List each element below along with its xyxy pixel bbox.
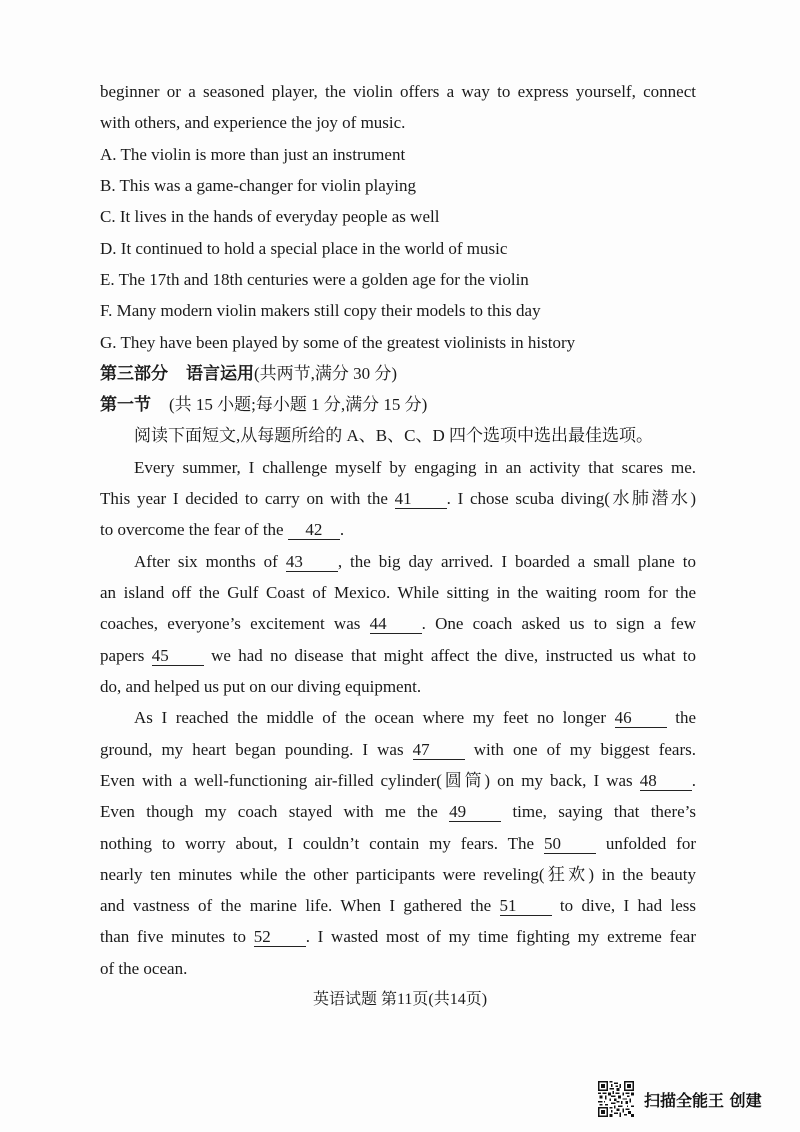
section-heading-label: 第一节 bbox=[100, 395, 151, 415]
text-segment: and vastness of the marine life. When I gathered the bbox=[100, 896, 500, 916]
scanner-watermark bbox=[598, 1081, 762, 1117]
text-segment: , the big day arrived. I boarded a small plane to bbox=[337, 551, 696, 571]
text-segment: the bbox=[666, 708, 696, 728]
part-heading-note: (共两节,满分 30 分) bbox=[254, 363, 398, 383]
cloze-line bbox=[100, 608, 696, 639]
cloze-line bbox=[100, 702, 696, 733]
page-footer: 英语试题 第11页(共14页) bbox=[312, 991, 488, 1008]
blank-50: 50 bbox=[544, 834, 596, 854]
text-segment: . I chose scuba diving(水肺潜水) bbox=[446, 489, 696, 509]
part-heading bbox=[100, 358, 696, 389]
blank-42: 42 bbox=[288, 520, 340, 540]
blank-51: 51 bbox=[500, 896, 552, 916]
text-segment: After six months of bbox=[134, 551, 286, 571]
text-segment: an island off the Gulf Coast of Mexico. While sitting in the waiting room for the bbox=[100, 583, 696, 602]
page-content bbox=[100, 76, 696, 984]
cloze-line bbox=[100, 796, 696, 827]
text-segment: of the ocean. bbox=[100, 958, 188, 978]
cloze-line bbox=[100, 640, 696, 671]
cloze-line bbox=[100, 765, 696, 796]
text-segment: papers bbox=[100, 645, 152, 665]
instructions: 阅读下面短文,从每题所给的 A、B、C、D 四个选项中选出最佳选项。 bbox=[134, 426, 653, 446]
part-heading-label: 第三部分 bbox=[100, 363, 168, 383]
cloze-line bbox=[100, 890, 696, 921]
text-segment: with one of my biggest fears. bbox=[464, 739, 696, 759]
text-segment: . bbox=[691, 770, 696, 790]
blank-41: 41 bbox=[395, 489, 447, 509]
text-segment: This year I decided to carry on with the bbox=[100, 489, 395, 509]
cloze-line bbox=[100, 828, 696, 859]
cloze-line bbox=[100, 953, 696, 984]
section-heading bbox=[100, 389, 696, 420]
text-segment: . bbox=[339, 520, 345, 540]
qr-code-icon bbox=[598, 1081, 634, 1117]
option-e: E. The 17th and 18th centuries were a golden age for the violin bbox=[100, 269, 529, 289]
option-b: B. This was a game-changer for violin playing bbox=[100, 175, 416, 195]
option-d: D. It continued to hold a special place in the world of music bbox=[100, 238, 508, 258]
blank-47: 47 bbox=[413, 740, 465, 760]
text-segment: than five minutes to bbox=[100, 927, 254, 947]
text-segment: unfolded for bbox=[595, 833, 696, 853]
cloze-line bbox=[100, 671, 696, 702]
text-segment: nearly ten minutes while the other participants were reveling(狂欢) in the beauty bbox=[100, 864, 696, 884]
cloze-line bbox=[100, 921, 696, 952]
text-segment: Even though my coach stayed with me the bbox=[100, 802, 450, 822]
text-segment: . I wasted most of my time fighting my extreme fear bbox=[305, 927, 696, 947]
text-segment: Every summer, I challenge myself by engaging in an activity that scares me. bbox=[134, 457, 696, 477]
passage-line bbox=[100, 76, 696, 107]
blank-45: 45 bbox=[152, 646, 204, 666]
cloze-line bbox=[100, 577, 696, 608]
option-g: G. They have been played by some of the greatest violinists in history bbox=[100, 332, 576, 352]
option-a: A. The violin is more than just an instrument bbox=[100, 144, 406, 164]
text-segment: ground, my heart began pounding. I was bbox=[100, 739, 413, 759]
text-segment: nothing to worry about, I couldn’t contain my fears. The bbox=[100, 833, 544, 853]
cloze-line bbox=[100, 452, 696, 483]
cloze-line bbox=[100, 859, 696, 890]
passage-line bbox=[100, 107, 696, 138]
text-segment: to overcome the fear of the bbox=[100, 520, 288, 540]
text-segment: time, saying that there’s bbox=[501, 802, 697, 822]
text-segment: we had no disease that might affect the dive, instructed us what to bbox=[203, 645, 697, 665]
option-c: C. It lives in the hands of everyday people as well bbox=[100, 207, 440, 227]
text-segment: Even with a well-functioning air-filled cylinder(圆筒) on my back, I was bbox=[100, 770, 640, 790]
blank-52: 52 bbox=[254, 927, 306, 947]
text-segment: beginner or a seasoned player, the violin offers a way to express yourself, connect bbox=[100, 82, 696, 101]
text-segment: to dive, I had less bbox=[551, 896, 696, 916]
cloze-line bbox=[100, 734, 696, 765]
cloze-line bbox=[100, 546, 696, 577]
section-heading-note: (共 15 小题;每小题 1 分,满分 15 分) bbox=[169, 395, 428, 415]
cloze-line bbox=[100, 483, 696, 514]
part-heading-title: 语言运用 bbox=[186, 363, 254, 383]
blank-48: 48 bbox=[640, 771, 692, 791]
blank-46: 46 bbox=[615, 708, 667, 728]
text-segment: coaches, everyone’s excitement was bbox=[100, 614, 370, 634]
text-segment: As I reached the middle of the ocean where my feet no longer bbox=[134, 708, 615, 728]
blank-44: 44 bbox=[370, 614, 422, 634]
text-segment: . One coach asked us to sign a few bbox=[421, 614, 696, 634]
blank-43: 43 bbox=[286, 552, 338, 572]
text-segment: with others, and experience the joy of music. bbox=[100, 113, 406, 133]
option-f: F. Many modern violin makers still copy their models to this day bbox=[100, 301, 541, 321]
text-segment: do, and helped us put on our diving equipment. bbox=[100, 676, 422, 696]
blank-49: 49 bbox=[449, 802, 501, 822]
watermark-label: 扫描全能王 创建 bbox=[644, 1090, 762, 1110]
cloze-line bbox=[100, 514, 696, 545]
